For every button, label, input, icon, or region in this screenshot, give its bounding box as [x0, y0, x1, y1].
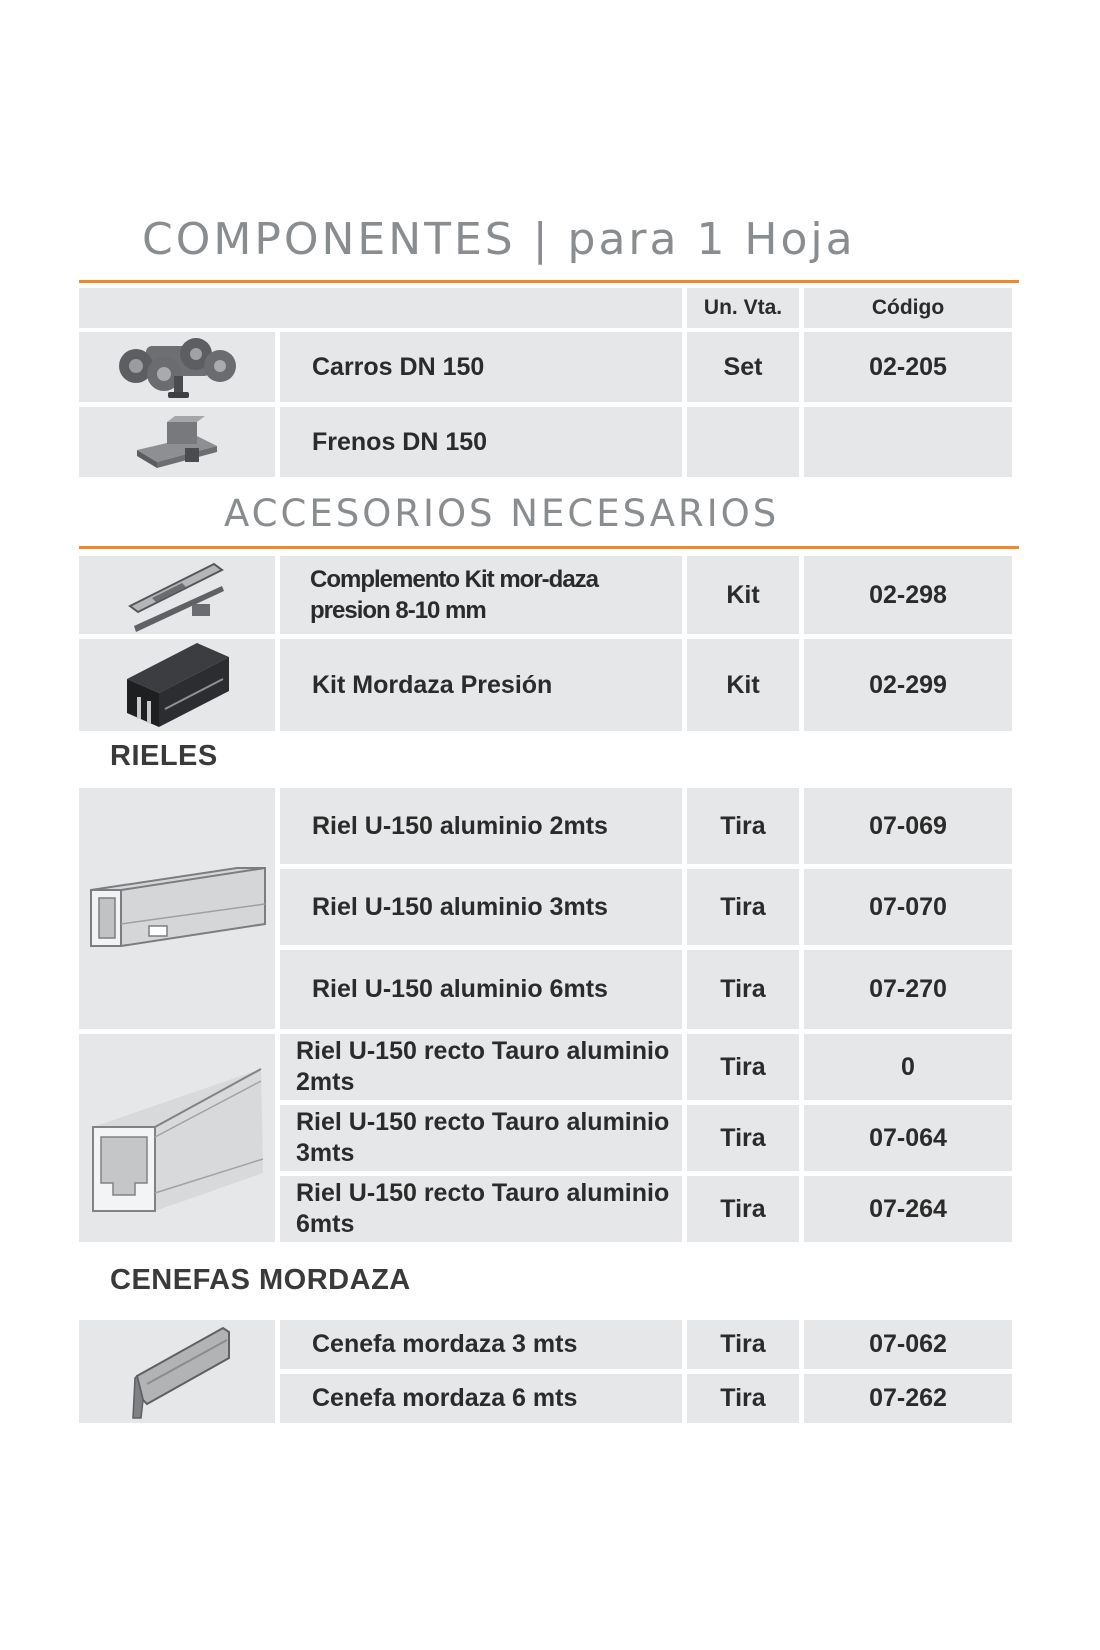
accessories-rule — [79, 546, 1019, 549]
rail-unit: Tira — [687, 1034, 799, 1100]
header-code: Código — [804, 288, 1012, 328]
accessory-unit: Kit — [687, 639, 799, 731]
components-rule — [79, 280, 1019, 283]
trolley-wheels-icon — [112, 332, 242, 402]
rail-unit: Tira — [687, 1105, 799, 1171]
valance-unit: Tira — [687, 1320, 799, 1369]
rail-code: 07-270 — [804, 950, 1012, 1029]
accessory-code: 02-299 — [804, 639, 1012, 731]
rail-unit: Tira — [687, 869, 799, 945]
accessory-image-cell — [79, 639, 275, 731]
u-rail-profile-icon — [85, 864, 269, 954]
component-code: 02-205 — [804, 332, 1012, 402]
valance-image-cell — [79, 1320, 275, 1423]
rail-code: 07-264 — [804, 1176, 1012, 1242]
component-description: Carros DN 150 — [280, 332, 682, 402]
rails-title: RIELES — [110, 740, 218, 772]
header-blank-cell — [79, 288, 682, 328]
rail-unit: Tira — [687, 1176, 799, 1242]
accessory-description: Kit Mordaza Presión — [280, 639, 682, 731]
rail-image-cell — [79, 1034, 275, 1242]
valance-profile-icon — [117, 1322, 237, 1422]
component-image-cell — [79, 332, 275, 402]
accessory-unit: Kit — [687, 556, 799, 634]
rail-description: Riel U-150 aluminio 3mts — [280, 869, 682, 945]
rail-code: 07-064 — [804, 1105, 1012, 1171]
rail-description: Riel U-150 recto Tauro aluminio 2mts — [280, 1034, 682, 1100]
brake-stop-icon — [127, 412, 227, 472]
valance-description: Cenefa mordaza 3 mts — [280, 1320, 682, 1369]
valance-code: 07-062 — [804, 1320, 1012, 1369]
tauro-rail-profile-icon — [85, 1063, 269, 1213]
rail-description: Riel U-150 recto Tauro aluminio 6mts — [280, 1176, 682, 1242]
accessory-description: Complemento Kit mor-daza presion 8-10 mm — [280, 556, 682, 634]
valance-unit: Tira — [687, 1374, 799, 1423]
component-code — [804, 407, 1012, 477]
rail-code: 07-070 — [804, 869, 1012, 945]
rail-image-cell — [79, 788, 275, 1029]
component-unit: Set — [687, 332, 799, 402]
rail-description: Riel U-150 aluminio 6mts — [280, 950, 682, 1029]
component-description: Frenos DN 150 — [280, 407, 682, 477]
accessory-image-cell — [79, 556, 275, 634]
components-title: COMPONENTES | para 1 Hoja — [142, 214, 856, 265]
rail-description: Riel U-150 recto Tauro aluminio 3mts — [280, 1105, 682, 1171]
clamp-complement-icon — [122, 556, 232, 634]
accessory-code: 02-298 — [804, 556, 1012, 634]
header-unit: Un. Vta. — [687, 288, 799, 328]
rail-code: 07-069 — [804, 788, 1012, 864]
valance-description: Cenefa mordaza 6 mts — [280, 1374, 682, 1423]
clamp-kit-icon — [117, 639, 237, 731]
component-image-cell — [79, 407, 275, 477]
accessories-title: ACCESORIOS NECESARIOS — [224, 492, 780, 535]
rail-unit: Tira — [687, 788, 799, 864]
rail-unit: Tira — [687, 950, 799, 1029]
valance-code: 07-262 — [804, 1374, 1012, 1423]
rail-description: Riel U-150 aluminio 2mts — [280, 788, 682, 864]
rail-code: 0 — [804, 1034, 1012, 1100]
component-unit — [687, 407, 799, 477]
valances-title: CENEFAS MORDAZA — [110, 1264, 411, 1296]
